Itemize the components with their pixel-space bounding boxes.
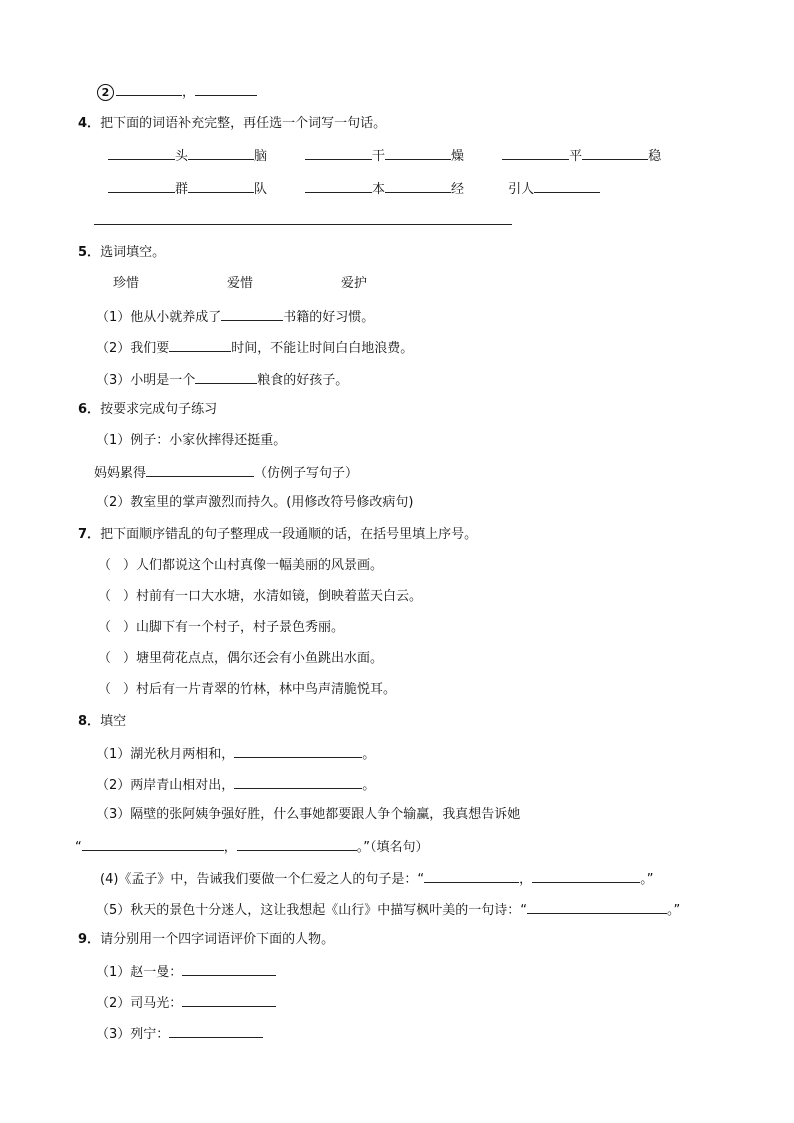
blank[interactable] [385,146,451,160]
q8-item-3-answer: “ ， 。”（填名句） [75,837,429,857]
q6-imitate: 妈妈累得 （仿例子写句子） [94,463,358,483]
q7-item: （ ）村前有一口大水塘，水清如镜，倒映着蓝天白云。 [98,589,423,604]
blank[interactable] [169,1024,263,1038]
blank[interactable] [169,338,231,352]
q9-item-3: （3）列宁： [96,1024,263,1044]
q4-sentence-line [94,211,512,231]
q7-heading: 7．把下面顺序错乱的句子整理成一段通顺的话，在括号里填上序号。 [78,527,478,542]
blank[interactable] [234,775,362,789]
q4-row-2: 群 队 本 经 引人 [108,179,600,199]
q6-fix: （2）教室里的掌声激烈而持久。(用修改符号修改病句) [96,495,414,510]
q7-item: （ ）人们都说这个山村真像一幅美丽的风景画。 [98,558,384,573]
blank[interactable] [116,82,182,96]
circle-number: 2 [97,84,114,101]
q5-item-3: （3）小明是一个 粮食的好孩子。 [96,370,348,390]
q7-item: （ ）塘里荷花点点，偶尔还会有小鱼跳出水面。 [98,651,384,666]
q8-heading: 8．填空 [78,714,127,729]
q9-heading: 9．请分别用一个四字词语评价下面的人物。 [78,932,335,947]
q8-item-3: （3）隔壁的张阿姨争强好胜，什么事她都要跟人争个输赢，我真想告诉她 [96,807,521,822]
blank[interactable] [108,179,175,193]
blank[interactable] [305,146,372,160]
blank[interactable] [182,962,276,976]
blank[interactable] [108,146,175,160]
blank[interactable] [305,179,372,193]
q4-heading: 4．把下面的词语补充完整，再任选一个词写一句话。 [78,116,387,131]
blank[interactable] [534,179,600,193]
blank[interactable] [146,463,254,477]
blank[interactable] [532,869,640,883]
q5-choices: 珍惜 爱惜 爱护 [113,276,368,291]
q5-heading: 5．选词填空。 [78,245,166,260]
blank[interactable] [424,869,519,883]
blank[interactable] [527,900,667,914]
q9-item-2: （2）司马光： [96,993,276,1013]
blank[interactable] [82,837,224,851]
blank[interactable] [188,179,254,193]
q7-item: （ ）村后有一片青翠的竹林，林中鸟声清脆悦耳。 [98,682,397,697]
blank[interactable] [182,993,276,1007]
q4-row-1: 头 脑 干 燥 平 稳 [108,146,661,166]
blank[interactable] [502,146,569,160]
q6-example: （1）例子：小家伙摔得还挺重。 [96,433,287,448]
blank[interactable] [94,211,512,225]
q3-answer-line: 2 ， [97,82,257,102]
q8-item-4: (4)《孟子》中，告诫我们要做一个仁爱之人的句子是：“ ， 。” [100,869,653,889]
q5-item-1: （1）他从小就养成了 书籍的好习惯。 [96,307,374,327]
blank[interactable] [221,307,283,321]
blank[interactable] [195,370,257,384]
q8-item-2: （2）两岸青山相对出， 。 [96,775,375,795]
q5-item-2: （2）我们要 时间，不能让时间白白地浪费。 [96,338,413,358]
blank[interactable] [237,837,357,851]
blank[interactable] [385,179,451,193]
blank[interactable] [195,82,257,96]
q7-item: （ ）山脚下有一个村子，村子景色秀丽。 [98,620,345,635]
blank[interactable] [234,744,362,758]
q8-item-5: （5）秋天的景色十分迷人，这让我想起《山行》中描写枫叶美的一句诗：“ 。” [96,900,680,920]
blank[interactable] [582,146,648,160]
blank[interactable] [188,146,254,160]
q9-item-1: （1）赵一曼： [96,962,276,982]
q8-item-1: （1）湖光秋月两相和， 。 [96,744,375,764]
q6-heading: 6．按要求完成句子练习 [78,402,218,417]
